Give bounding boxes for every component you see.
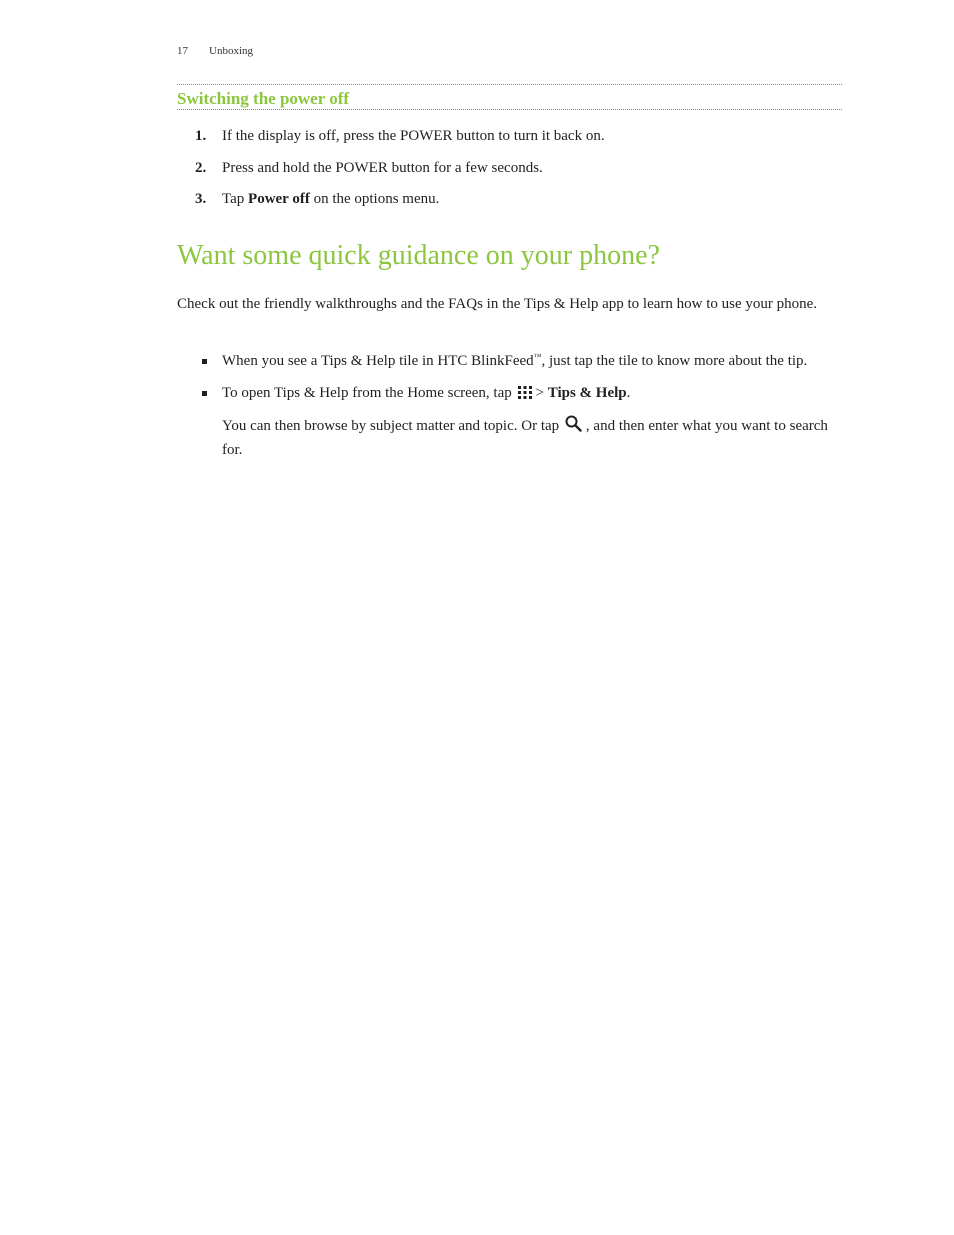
step-text-pre: Tap bbox=[222, 191, 249, 207]
bullet-item bbox=[177, 383, 842, 462]
follow-text-post: , and then enter what you want to search for. bbox=[222, 418, 828, 458]
section-heading-bar bbox=[177, 84, 842, 110]
bullet-marker bbox=[202, 359, 207, 364]
step-number: 3. bbox=[195, 191, 207, 207]
section-title: Switching the power off bbox=[177, 89, 350, 108]
bullet2-text-pre: To open Tips & Help from the Home screen, tap bbox=[222, 384, 512, 401]
page-number: 17 bbox=[177, 45, 188, 57]
guidance-title: Want some quick guidance on your phone? bbox=[177, 240, 660, 271]
follow-text-pre: You can then browse by subject matter and topic. Or tap bbox=[222, 418, 560, 434]
bullet1-text-pre: When you see a Tips & Help tile in HTC BlinkFeed bbox=[222, 353, 534, 369]
menu-separator: > bbox=[535, 384, 548, 401]
tips-help-label: Tips & Help bbox=[547, 384, 627, 401]
trademark-symbol: ™ bbox=[533, 352, 542, 361]
power-off-label: Power off bbox=[248, 191, 310, 207]
guidance-bullets bbox=[177, 351, 842, 471]
bullet2-text-post: . bbox=[626, 384, 631, 401]
bullet1-text-post: , just tap the tile to know more about the tip. bbox=[541, 353, 808, 369]
step-item bbox=[177, 188, 842, 210]
steps-list bbox=[177, 125, 842, 220]
search-icon bbox=[565, 415, 582, 440]
step-text: If the display is off, press the POWER button to turn it back on. bbox=[222, 128, 605, 144]
bullet-marker bbox=[202, 391, 207, 396]
step-item bbox=[177, 125, 842, 147]
bullet-item bbox=[177, 351, 842, 373]
guidance-intro: Check out the friendly walkthroughs and the FAQs in the Tips & Help app to learn how to use your phone. bbox=[177, 296, 818, 312]
step-number: 1. bbox=[195, 128, 207, 144]
bullet-text bbox=[222, 383, 842, 407]
running-header bbox=[177, 45, 253, 57]
step-number: 2. bbox=[195, 159, 207, 176]
step-text-post: on the options menu. bbox=[309, 191, 440, 207]
apps-grid-icon bbox=[518, 385, 532, 407]
chapter-name: Unboxing bbox=[209, 45, 253, 57]
step-text: Press and hold the POWER button for a few seconds. bbox=[222, 159, 543, 176]
step-item bbox=[177, 157, 842, 179]
bullet-text bbox=[222, 351, 842, 373]
bullet-follow-text bbox=[222, 415, 842, 461]
